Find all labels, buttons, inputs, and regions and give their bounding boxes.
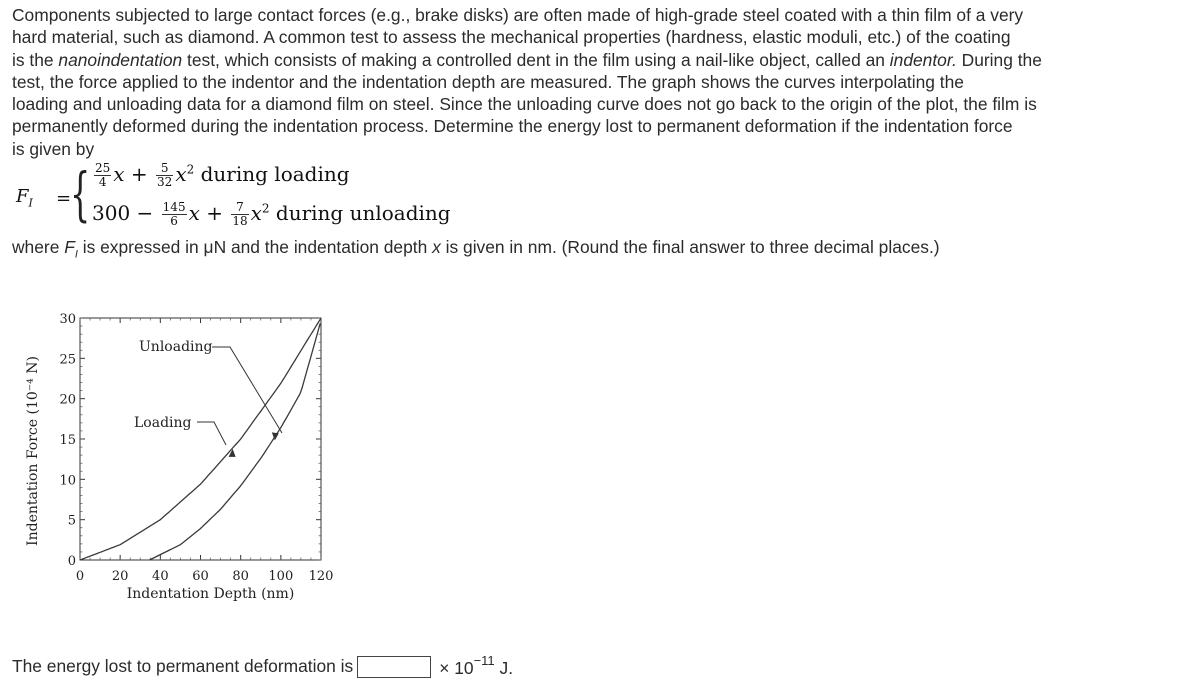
unloading-annotation: Unloading [139,339,213,355]
y-tick-label: 15 [59,433,76,448]
problem-line: hard material, such as diamond. A common test to assess the mechanical properties (hardness, elastic moduli, etc.) of the coating [12,27,1011,48]
brace-symbol: { [70,160,91,228]
answer-unit: × $10^{-11}$ J. [439,653,514,678]
y-tick-label: 30 [59,312,76,327]
force-equation [14,160,714,240]
problem-line: test, the force applied to the indentor and the indentation depth are measured. The graph shows the curves interpolating the [12,71,964,92]
problem-line: Components subjected to large contact forces (e.g., brake disks) are often made of high-grade steel coated with a thin film of a very [12,5,1024,25]
y-tick-label: 5 [67,513,76,529]
equation-loading-row: $\frac{25}{4}$ x + $\frac{5}{32}$ $x^2$ during loading [95,161,350,189]
x-tick-label: 40 [152,569,169,584]
problem-line: loading and unloading data for a diamond film on steel. Since the unloading curve does not go back to the origin of the plot, the film is [12,94,1037,115]
x-tick-label: 60 [192,569,209,584]
answer-prompt: The energy lost to permanent deformation is [12,656,354,677]
problem-text [12,4,1197,160]
answer-input[interactable] [357,656,431,678]
x-tick-label: 100 [268,569,294,584]
equation-equals: = [56,188,72,209]
unloading-curve [150,323,321,560]
problem-line: permanently deformed during the indentation process. Determine the energy lost to permanent deformation if the indentation force [12,116,1013,137]
y-tick-label: 10 [59,473,76,489]
fraction: $\frac{25}{4}$ [95,161,111,189]
y-tick-label: 20 [59,392,76,408]
answer-row [12,655,513,679]
unloading-label: during unloading [275,201,451,225]
problem-line: is the nanoindentation test, which consists of making a controlled dent in the film using a nail-like object, called an indentor. During the [12,49,1042,70]
y-tick-label: 25 [59,352,76,368]
equation-unloading-row: 300 − $\frac{145}{6}$ x + $\frac{7}{18}$ $x^2$ during unloading [92,200,451,228]
equation-lhs: $F_I$ [16,186,33,210]
problem-line: is given by [12,138,95,159]
x-tick-label: 20 [111,569,129,584]
x-tick-label: 80 [232,569,249,584]
x-tick-label: 120 [308,569,334,584]
force-depth-chart [20,305,350,605]
x-tick-label: 0 [75,569,85,584]
loading-annotation: Loading [134,415,192,431]
y-axis-label: Indentation Force (10⁻⁴ N) [25,356,41,546]
unloading-leader-line [212,347,282,433]
fraction: $\frac{7}{18}$ [232,200,248,228]
fraction: $\frac{145}{6}$ [162,200,186,228]
x-axis-label: Indentation Depth (nm) [126,586,295,602]
loading-arrow-icon [229,449,236,457]
fraction: $\frac{5}{32}$ [157,161,173,189]
units-note: where $F_I$ is expressed in μN and the indentation depth x is given in nm. (Round the final answer to three decimal places.) [12,237,940,261]
loading-leader-line [197,422,226,445]
loading-label: during loading [200,162,350,186]
y-tick-label: 0 [67,554,76,569]
